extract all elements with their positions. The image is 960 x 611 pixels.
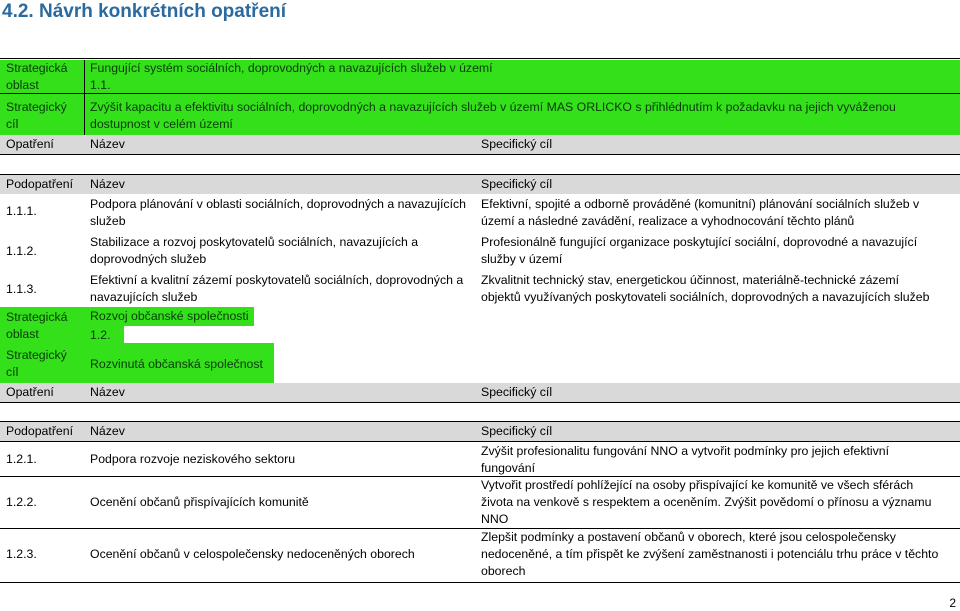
cil-text: Rozvinutá občanská společnost xyxy=(90,357,263,371)
opatreni-header-row xyxy=(0,383,960,402)
row-cil: území a následné zavádění, realizace a vyhodnocování těchto plánů xyxy=(481,214,855,228)
oblast-code: 1.1. xyxy=(90,78,111,92)
podopatreni-header-row xyxy=(0,422,960,441)
row-code: 1.1.3. xyxy=(6,282,37,296)
cil-label: Strategický xyxy=(6,348,67,362)
page-number: 2 xyxy=(949,596,956,610)
header-nazev: Název xyxy=(90,424,125,438)
cil-label: cíl xyxy=(6,117,19,131)
podopatreni-header-row xyxy=(0,175,960,194)
row-cil: služby v území xyxy=(481,252,563,266)
cil-text: dostupnost v celém území xyxy=(90,117,233,131)
header-nazev: Název xyxy=(90,137,125,151)
cil-label: cíl xyxy=(6,365,19,379)
oblast-label: oblast xyxy=(6,327,39,341)
header-cil: Specifický cíl xyxy=(481,177,553,191)
oblast-code: 1.2. xyxy=(90,328,111,342)
cil-text: Zvýšit kapacitu a efektivitu sociálních, doprovodných a navazujících služeb v území MAS ORLICKO s přihlédnutím k požadavku na jejich vyváženou xyxy=(90,100,896,114)
header-podopatreni: Podopatření xyxy=(6,424,74,438)
row-cil: objektů využívaných poskytovateli sociálních, doprovodných a navazujících služeb xyxy=(481,290,930,304)
row-code: 1.2.1. xyxy=(6,452,37,466)
oblast-label: Strategická xyxy=(6,61,68,75)
row-cil: Vytvořit prostředí pohlížející na osoby přispívající ke komunitě ve všech sférách xyxy=(481,478,914,492)
row-code: 1.1.2. xyxy=(6,244,37,258)
row-name: navazujících služeb xyxy=(90,290,198,304)
oblast-title: Rozvoj občanské společnosti xyxy=(90,309,249,323)
oblast-title: Fungující systém sociálních, doprovodných a navazujících služeb v území xyxy=(90,61,493,75)
opatreni-header-row xyxy=(0,135,960,154)
row-cil: Efektivní, spojité a odborně prováděné (komunitní) plánování sociálních služeb v xyxy=(481,197,920,211)
row-code: 1.2.3. xyxy=(6,547,37,561)
cil-label: Strategický xyxy=(6,100,67,114)
row-cil: Zkvalitnit technický stav, energetickou účinnost, materiálně-technické zázemí xyxy=(481,273,900,287)
header-cil: Specifický cíl xyxy=(481,424,553,438)
header-opatreni: Opatření xyxy=(6,137,54,151)
row-code: 1.1.1. xyxy=(6,204,37,218)
row-name: Podpora plánování v oblasti sociálních, doprovodných a navazujících xyxy=(90,197,466,211)
oblast-label: oblast xyxy=(6,78,39,92)
row-name: Efektivní a kvalitní zázemí poskytovatelů sociálních, doprovodných a xyxy=(90,273,464,287)
header-podopatreni: Podopatření xyxy=(6,177,74,191)
header-cil: Specifický cíl xyxy=(481,137,553,151)
row-cil: Zvýšit profesionalitu fungování NNO a vytvořit podmínky pro jejich efektivní xyxy=(481,444,890,458)
row-cil: fungování xyxy=(481,461,536,475)
row-cil: NNO xyxy=(481,512,509,526)
row-cil: nedoceněné, a tím přispět ke zvýšení zaměstnanosti i potenciálu trhu práce v těchto xyxy=(481,547,939,561)
header-opatreni: Opatření xyxy=(6,385,54,399)
row-name: Podpora rozvoje neziskového sektoru xyxy=(90,452,296,466)
row-cil: života na venkově s respektem a oceněním. Zvýšit povědomí o přínosu a významu xyxy=(481,495,932,509)
header-cil: Specifický cíl xyxy=(481,385,553,399)
row-name: Stabilizace a rozvoj poskytovatelů sociálních, navazujících a xyxy=(90,235,419,249)
section-heading: 4.2. Návrh konkrétních opatření xyxy=(2,1,287,22)
row-cil: Profesionálně fungující organizace poskytující sociální, doprovodné a navazující xyxy=(481,235,918,249)
row-cil: oborech xyxy=(481,564,526,578)
row-cil: Zlepšit podmínky a postavení občanů v oborech, které jsou celospolečensky xyxy=(481,530,896,544)
header-nazev: Název xyxy=(90,177,125,191)
row-name: Ocenění občanů přispívajících komunitě xyxy=(90,495,309,509)
row-name: Ocenění občanů v celospolečensky nedoceněných oborech xyxy=(90,547,415,561)
row-name: doprovodných služeb xyxy=(90,252,207,266)
row-code: 1.2.2. xyxy=(6,495,37,509)
header-nazev: Název xyxy=(90,385,125,399)
oblast-label: Strategická xyxy=(6,310,68,324)
row-name: služeb xyxy=(90,214,126,228)
